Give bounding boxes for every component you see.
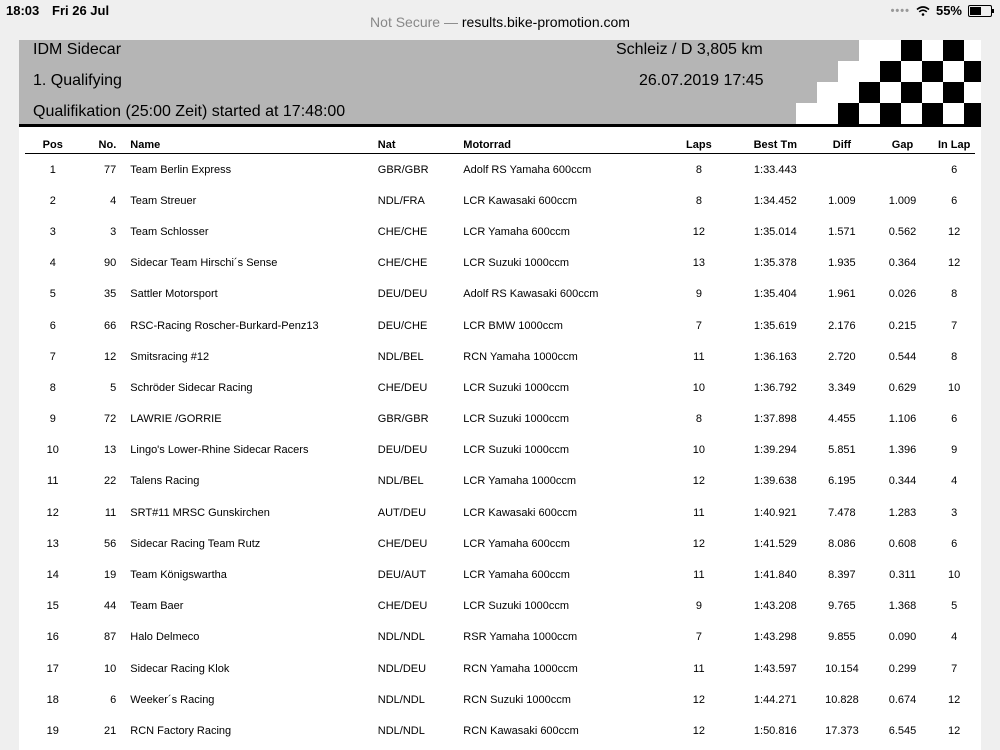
cell-name: SRT#11 MRSC Gunskirchen	[130, 506, 270, 519]
cell-diff: 1.009	[828, 194, 856, 207]
cell-motorrad: LCR BMW 1000ccm	[463, 319, 563, 332]
cell-gap: 0.364	[888, 257, 917, 270]
cell-diff: 4.455	[828, 413, 856, 426]
cell-name: Talens Racing	[130, 475, 200, 488]
cell-laps: 12	[692, 225, 705, 238]
cell-no: 10	[104, 662, 117, 675]
cell-laps: 9	[695, 288, 702, 301]
cell-name: Team Streuer	[130, 194, 197, 207]
cell-diff: 1.571	[828, 225, 856, 238]
session-datetime: 26.07.2019 17:45	[639, 72, 764, 89]
session-title: 1. Qualifying	[33, 72, 122, 89]
cell-nat: NDL/BEL	[377, 475, 424, 488]
cell-no: 19	[104, 569, 117, 582]
cell-inlap: 7	[951, 662, 958, 675]
table-row	[25, 466, 975, 497]
table-row	[25, 497, 975, 528]
col-nat: Nat	[378, 136, 464, 154]
flag-square	[964, 40, 981, 61]
flag-square	[943, 40, 964, 61]
cell-inlap: 12	[948, 225, 961, 238]
cell-diff: 8.397	[828, 569, 856, 582]
cell-nat: NDL/BEL	[377, 350, 424, 363]
cell-name: Weeker´s Racing	[130, 693, 215, 706]
cell-diff: 9.765	[828, 600, 856, 613]
cell-diff: 5.851	[828, 444, 856, 457]
cell-motorrad: LCR Suzuki 1000ccm	[463, 257, 570, 270]
flag-square	[817, 82, 838, 103]
cell-name: Sattler Motorsport	[130, 288, 218, 301]
cell-motorrad: LCR Yamaha 600ccm	[463, 537, 570, 550]
flag-square	[943, 103, 964, 124]
cell-gap: 1.283	[888, 506, 917, 519]
cell-diff: 1.935	[828, 257, 856, 270]
table-row	[25, 591, 975, 622]
flag-square	[922, 61, 943, 82]
cell-gap: 0.608	[888, 537, 917, 550]
cell-nat: NDL/NDL	[377, 693, 425, 706]
cell-motorrad: LCR Yamaha 1000ccm	[463, 475, 577, 488]
cell-no: 12	[104, 350, 117, 363]
cell-motorrad: LCR Suzuki 1000ccm	[463, 444, 570, 457]
cell-inlap: 9	[951, 444, 958, 457]
cell-nat: DEU/CHE	[377, 319, 428, 332]
cell-pos: 12	[46, 506, 59, 519]
cell-gap: 1.106	[888, 413, 917, 426]
cell-pos: 18	[46, 693, 59, 706]
cell-nat: NDL/NDL	[377, 724, 425, 737]
cell-best: 1:41.529	[753, 537, 797, 550]
cell-inlap: 5	[951, 600, 958, 613]
cell-laps: 8	[695, 194, 702, 207]
cell-inlap: 8	[951, 288, 958, 301]
flag-square	[901, 61, 922, 82]
flag-square	[859, 61, 880, 82]
cell-gap: 0.311	[889, 569, 916, 582]
cell-gap: 0.674	[888, 693, 917, 706]
flag-square	[796, 103, 817, 124]
table-row	[25, 279, 975, 310]
cell-pos: 3	[49, 225, 56, 238]
cell-gap: 1.368	[888, 600, 917, 613]
cell-nat: DEU/AUT	[377, 569, 427, 582]
cell-no: 72	[104, 413, 117, 426]
flag-square	[943, 82, 964, 103]
cell-gap: 0.562	[888, 225, 917, 238]
cell-laps: 12	[692, 475, 705, 488]
cell-no: 22	[104, 475, 117, 488]
cell-laps: 8	[695, 413, 702, 426]
flag-square	[817, 103, 838, 124]
cell-pos: 15	[46, 600, 59, 613]
cell-laps: 11	[693, 569, 705, 582]
cell-nat: CHE/DEU	[377, 381, 428, 394]
cell-nat: GBR/GBR	[377, 413, 429, 426]
address-bar[interactable]	[0, 14, 1000, 38]
cell-diff: 17.373	[825, 724, 859, 737]
cell-nat: NDL/FRA	[377, 194, 425, 207]
table-row	[25, 154, 975, 186]
cell-name: Sidecar Team Hirschi´s Sense	[130, 257, 278, 270]
cell-inlap: 7	[951, 319, 958, 332]
cell-diff	[812, 154, 872, 186]
cell-diff: 6.195	[828, 475, 856, 488]
cell-laps: 7	[695, 319, 702, 332]
flag-square	[964, 103, 981, 124]
cell-gap: 0.629	[888, 381, 917, 394]
cell-gap: 6.545	[888, 724, 917, 737]
cell-motorrad: Adolf RS Yamaha 600ccm	[463, 163, 592, 176]
cell-pos: 9	[49, 413, 56, 426]
table-row	[25, 185, 975, 216]
flag-square	[859, 82, 880, 103]
cell-best: 1:36.163	[753, 350, 797, 363]
cell-name: Halo Delmeco	[130, 631, 200, 644]
cell-best: 1:39.638	[753, 475, 797, 488]
cell-pos: 11	[47, 475, 59, 488]
cell-pos: 16	[46, 631, 59, 644]
cell-nat: GBR/GBR	[377, 163, 429, 176]
cell-inlap: 3	[951, 506, 958, 519]
col-pos: Pos	[25, 136, 81, 154]
cell-no: 5	[110, 381, 117, 394]
cell-laps: 10	[692, 444, 705, 457]
cell-laps: 12	[692, 693, 705, 706]
cell-name: Team Berlin Express	[130, 163, 232, 176]
cell-motorrad: LCR Yamaha 600ccm	[463, 225, 570, 238]
cell-name: RSC-Racing Roscher-Burkard-Penz13	[130, 319, 319, 332]
cell-inlap: 6	[951, 194, 958, 207]
cell-pos: 1	[49, 163, 56, 176]
cell-gap: 0.026	[888, 288, 917, 301]
cell-gap	[872, 154, 934, 186]
cell-best: 1:40.921	[753, 506, 797, 519]
cell-gap: 0.544	[888, 350, 917, 363]
cell-pos: 14	[46, 569, 59, 582]
cell-no: 44	[104, 600, 117, 613]
table-header-row	[25, 136, 975, 154]
flag-square	[901, 40, 922, 61]
cell-no: 4	[110, 194, 117, 207]
cell-no: 21	[104, 724, 117, 737]
cell-diff: 2.720	[828, 350, 856, 363]
cell-name: LAWRIE /GORRIE	[130, 413, 222, 426]
cell-name: Team Baer	[130, 600, 184, 613]
col-motorrad: Motorrad	[463, 136, 659, 154]
cell-pos: 8	[49, 381, 56, 394]
multitasking-dots-icon[interactable]: ••••	[890, 4, 910, 17]
cell-motorrad: LCR Suzuki 1000ccm	[463, 413, 570, 426]
cell-laps: 11	[693, 350, 705, 363]
cell-motorrad: LCR Kawasaki 600ccm	[463, 194, 578, 207]
cell-pos: 2	[49, 194, 56, 207]
cell-inlap: 6	[951, 537, 958, 550]
clock-time: 18:03	[6, 3, 40, 18]
cell-no: 35	[104, 288, 117, 301]
cell-diff: 10.154	[825, 662, 859, 675]
battery-percent: 55%	[935, 3, 962, 18]
cell-nat: CHE/CHE	[377, 225, 428, 238]
cell-no: 3	[110, 225, 117, 238]
cell-no: 6	[110, 693, 117, 706]
cell-laps: 9	[695, 600, 702, 613]
cell-laps: 10	[692, 381, 705, 394]
cell-best: 1:43.298	[753, 631, 797, 644]
cell-pos: 17	[46, 662, 59, 675]
cell-motorrad: RCN Yamaha 1000ccm	[463, 350, 578, 363]
security-label: Not Secure —	[370, 14, 462, 30]
cell-no: 90	[104, 257, 117, 270]
cell-gap: 0.215	[888, 319, 917, 332]
cell-pos: 13	[46, 537, 59, 550]
cell-diff: 10.828	[825, 693, 859, 706]
cell-nat: CHE/CHE	[377, 257, 428, 270]
results-header	[19, 40, 981, 126]
flag-square	[922, 40, 943, 61]
cell-name: Sidecar Racing Team Rutz	[130, 537, 261, 550]
col-name: Name	[120, 136, 378, 154]
cell-laps: 11	[693, 506, 705, 519]
cell-inlap: 6	[951, 163, 958, 176]
table-row	[25, 310, 975, 341]
flag-square	[964, 61, 981, 82]
cell-laps: 12	[692, 537, 705, 550]
table-row	[25, 715, 975, 746]
table-row	[25, 216, 975, 247]
flag-square	[922, 103, 943, 124]
cell-inlap: 12	[948, 724, 961, 737]
cell-motorrad: LCR Kawasaki 600ccm	[463, 506, 578, 519]
table-row	[25, 528, 975, 559]
cell-best: 1:35.378	[753, 257, 797, 270]
cell-name: Sidecar Racing Klok	[130, 662, 230, 675]
cell-inlap: 10	[948, 569, 961, 582]
cell-name: Team Schlosser	[130, 225, 209, 238]
flag-square	[943, 61, 964, 82]
cell-motorrad: Adolf RS Kawasaki 600ccm	[463, 288, 599, 301]
col-diff: Diff	[812, 136, 872, 154]
table-row	[25, 435, 975, 466]
cell-inlap: 12	[948, 257, 961, 270]
cell-pos: 5	[49, 288, 56, 301]
cell-laps: 13	[692, 257, 705, 270]
flag-square	[880, 40, 901, 61]
header-divider	[19, 124, 981, 127]
cell-nat: NDL/DEU	[377, 662, 427, 675]
cell-gap: 0.344	[888, 475, 917, 488]
cell-gap: 1.009	[888, 194, 917, 207]
table-row	[25, 404, 975, 435]
cell-nat: AUT/DEU	[377, 506, 427, 519]
cell-no: 11	[104, 506, 117, 519]
cell-pos: 4	[49, 257, 56, 270]
clock-date: Fri 26 Jul	[52, 3, 110, 18]
flag-square	[901, 103, 922, 124]
cell-diff: 8.086	[828, 537, 856, 550]
cell-name: Smitsracing #12	[130, 350, 210, 363]
track-location: Schleiz / D 3,805 km	[616, 41, 763, 58]
cell-motorrad: LCR Suzuki 1000ccm	[463, 600, 570, 613]
cell-inlap: 4	[951, 631, 958, 644]
cell-inlap: 6	[951, 413, 958, 426]
cell-gap: 0.090	[888, 631, 917, 644]
flag-square	[859, 40, 880, 61]
cell-laps: 12	[692, 724, 705, 737]
cell-motorrad: RCN Suzuki 1000ccm	[463, 693, 571, 706]
checkered-flag-icon	[775, 40, 981, 124]
table-row	[25, 341, 975, 372]
url-domain: results.bike-promotion.com	[461, 14, 630, 30]
cell-motorrad: RSR Yamaha 1000ccm	[463, 631, 578, 644]
flag-square	[964, 82, 981, 103]
cell-nat: DEU/DEU	[377, 444, 428, 457]
cell-best: 1:34.452	[753, 194, 797, 207]
cell-motorrad: RCN Yamaha 1000ccm	[463, 662, 578, 675]
table-row	[25, 248, 975, 279]
cell-best: 1:44.271	[753, 693, 797, 706]
table-row	[25, 372, 975, 403]
col-no: No.	[81, 136, 121, 154]
cell-best: 1:36.792	[753, 381, 797, 394]
cell-best: 1:35.404	[753, 288, 797, 301]
cell-nat: NDL/NDL	[377, 631, 425, 644]
cell-no: 13	[104, 444, 117, 457]
cell-nat: CHE/DEU	[377, 600, 428, 613]
cell-pos: 6	[49, 319, 56, 332]
col-gap: Gap	[872, 136, 934, 154]
flag-square	[838, 103, 859, 124]
cell-best: 1:37.898	[753, 413, 797, 426]
cell-diff: 2.176	[828, 319, 856, 332]
flag-square	[838, 82, 859, 103]
cell-best: 1:43.208	[753, 600, 797, 613]
flag-square	[880, 82, 901, 103]
table-row	[25, 684, 975, 715]
cell-best: 1:33.443	[753, 163, 797, 176]
results-table	[25, 136, 975, 747]
results-page	[19, 40, 981, 750]
flag-square	[880, 61, 901, 82]
flag-square	[922, 82, 943, 103]
col-laps: Laps	[659, 136, 738, 154]
table-row	[25, 653, 975, 684]
cell-name: Schröder Sidecar Racing	[130, 381, 253, 394]
flag-square	[880, 103, 901, 124]
cell-diff: 7.478	[828, 506, 856, 519]
cell-best: 1:35.619	[753, 319, 797, 332]
cell-motorrad: LCR Yamaha 600ccm	[463, 569, 570, 582]
cell-diff: 9.855	[828, 631, 856, 644]
cell-nat: DEU/DEU	[377, 288, 428, 301]
cell-name: Lingo's Lower-Rhine Sidecar Racers	[130, 444, 309, 457]
cell-laps: 8	[695, 163, 702, 176]
cell-best: 1:35.014	[753, 225, 797, 238]
cell-no: 87	[104, 631, 117, 644]
cell-name: Team Königswartha	[130, 569, 227, 582]
cell-inlap: 10	[948, 381, 961, 394]
flag-square	[838, 61, 859, 82]
cell-best: 1:43.597	[753, 662, 797, 675]
cell-pos: 10	[46, 444, 59, 457]
cell-no: 66	[104, 319, 117, 332]
cell-diff: 1.961	[828, 288, 856, 301]
cell-diff: 3.349	[828, 381, 856, 394]
cell-gap: 0.299	[888, 662, 917, 675]
cell-inlap: 8	[951, 350, 958, 363]
cell-motorrad: RCN Kawasaki 600ccm	[463, 724, 579, 737]
cell-nat: CHE/DEU	[377, 537, 428, 550]
cell-pos: 7	[49, 350, 56, 363]
cell-laps: 7	[695, 631, 702, 644]
cell-best: 1:50.816	[753, 724, 797, 737]
session-info: Qualifikation (25:00 Zeit) started at 17:48:00	[33, 103, 346, 120]
cell-no: 77	[104, 163, 117, 176]
cell-gap: 1.396	[888, 444, 917, 457]
col-best: Best Tm	[739, 136, 813, 154]
cell-name: RCN Factory Racing	[130, 724, 232, 737]
flag-square	[901, 82, 922, 103]
cell-best: 1:39.294	[753, 444, 797, 457]
cell-best: 1:41.840	[753, 569, 797, 582]
table-row	[25, 622, 975, 653]
cell-pos: 19	[46, 724, 59, 737]
cell-no: 56	[104, 537, 117, 550]
table-row	[25, 559, 975, 590]
cell-motorrad: LCR Suzuki 1000ccm	[463, 381, 570, 394]
col-inlap: In Lap	[933, 136, 975, 154]
cell-laps: 11	[693, 662, 705, 675]
cell-inlap: 12	[948, 693, 961, 706]
cell-inlap: 4	[951, 475, 958, 488]
series-title: IDM Sidecar	[33, 41, 122, 58]
flag-square	[859, 103, 880, 124]
